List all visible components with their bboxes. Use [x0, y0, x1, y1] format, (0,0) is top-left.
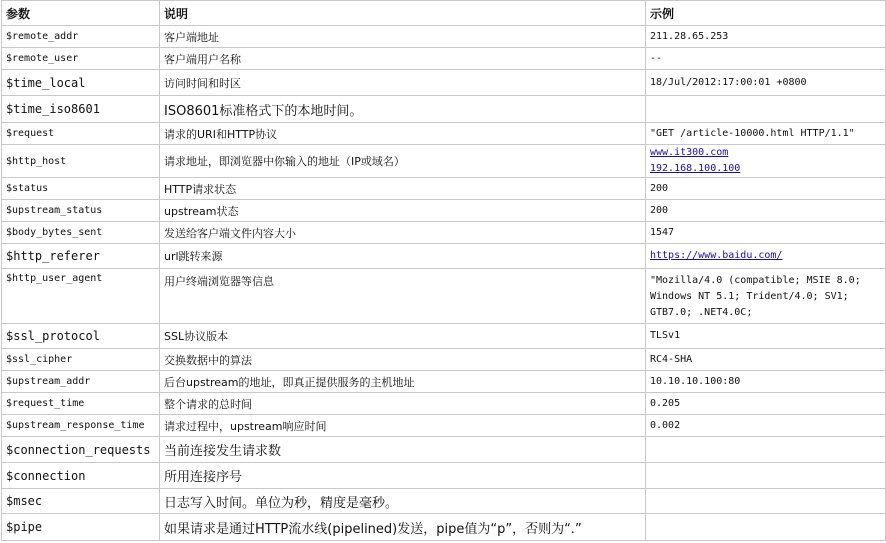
example-cell — [646, 123, 886, 145]
table-row — [2, 222, 886, 244]
desc-cell: 当前连接发生请求数 — [160, 437, 646, 463]
header-example: 示例 — [646, 1, 886, 26]
desc-cell: 请求的URI和HTTP协议 — [160, 123, 646, 145]
example-cell — [646, 371, 886, 393]
example-cell — [646, 349, 886, 371]
table-row — [2, 123, 886, 145]
example-link[interactable]: https://www.baidu.com/ — [650, 250, 783, 261]
example-cell — [646, 514, 886, 541]
table-row — [2, 70, 886, 96]
param-cell: $body_bytes_sent — [2, 222, 160, 244]
example-text: 18/Jul/2012:17:00:01 +0800 — [650, 76, 807, 88]
example-text: 211.28.65.253 — [650, 30, 729, 42]
example-link[interactable]: 192.168.100.100 — [650, 163, 741, 174]
table-row — [2, 415, 886, 437]
example-text: RC4-SHA — [650, 353, 693, 365]
param-cell: $upstream_addr — [2, 371, 160, 393]
desc-cell: 访问时间和时区 — [160, 70, 646, 96]
example-cell — [646, 222, 886, 244]
table-row — [2, 463, 886, 489]
desc-cell: 客户端地址 — [160, 26, 646, 48]
desc-cell: 整个请求的总时间 — [160, 393, 646, 415]
desc-cell: 所用连接序号 — [160, 463, 646, 489]
desc-cell: 后台upstream的地址，即真正提供服务的主机地址 — [160, 371, 646, 393]
param-cell: $pipe — [2, 514, 160, 541]
param-cell: $http_user_agent — [2, 269, 160, 324]
example-cell — [646, 96, 886, 123]
table-row — [2, 48, 886, 70]
param-cell: $upstream_status — [2, 200, 160, 222]
desc-cell: 请求过程中，upstream响应时间 — [160, 415, 646, 437]
nginx-log-variables-table — [1, 0, 886, 541]
param-cell: $ssl_protocol — [2, 324, 160, 349]
table-row — [2, 514, 886, 541]
desc-cell: 客户端用户名称 — [160, 48, 646, 70]
param-cell: $remote_user — [2, 48, 160, 70]
example-cell — [646, 70, 886, 96]
desc-cell: 交换数据中的算法 — [160, 349, 646, 371]
param-cell: $time_local — [2, 70, 160, 96]
example-cell — [646, 463, 886, 489]
param-cell: $http_referer — [2, 244, 160, 269]
desc-cell: 如果请求是通过HTTP流水线(pipelined)发送，pipe值为“p”，否则为“.” — [160, 514, 646, 541]
param-cell: $msec — [2, 489, 160, 514]
desc-cell: ISO8601标准格式下的本地时间。 — [160, 96, 646, 123]
param-cell: $status — [2, 178, 160, 200]
desc-cell: SSL协议版本 — [160, 324, 646, 349]
desc-cell: url跳转来源 — [160, 244, 646, 269]
table-row — [2, 349, 886, 371]
desc-cell: 请求地址，即浏览器中你输入的地址（IP或域名） — [160, 145, 646, 178]
table-row — [2, 371, 886, 393]
param-cell: $time_iso8601 — [2, 96, 160, 123]
example-text: -- — [650, 52, 663, 64]
example-cell — [646, 200, 886, 222]
param-cell: $connection_requests — [2, 437, 160, 463]
header-param: 参数 — [2, 1, 160, 26]
example-text: 0.002 — [650, 419, 681, 431]
param-cell: $request — [2, 123, 160, 145]
example-text: Windows NT 5.1; Trident/4.0; SV1; — [650, 291, 849, 302]
table-row — [2, 244, 886, 269]
table-row — [2, 145, 886, 178]
desc-cell: upstream状态 — [160, 200, 646, 222]
table-row — [2, 489, 886, 514]
example-cell — [646, 415, 886, 437]
table-row — [2, 200, 886, 222]
table-row — [2, 96, 886, 123]
example-cell — [646, 324, 886, 349]
table-row — [2, 26, 886, 48]
example-cell — [646, 244, 886, 269]
example-cell — [646, 269, 886, 324]
param-cell: $ssl_cipher — [2, 349, 160, 371]
table-row — [2, 178, 886, 200]
table-row — [2, 269, 886, 324]
header-desc: 说明 — [160, 1, 646, 26]
param-cell: $request_time — [2, 393, 160, 415]
param-cell: $remote_addr — [2, 26, 160, 48]
example-text: 1547 — [650, 226, 675, 238]
example-cell — [646, 145, 886, 178]
table-row — [2, 393, 886, 415]
example-text: "Mozilla/4.0 (compatible; MSIE 8.0; — [650, 275, 861, 286]
param-cell: $http_host — [2, 145, 160, 178]
table-row — [2, 437, 886, 463]
example-cell — [646, 178, 886, 200]
example-cell — [646, 48, 886, 70]
example-text: 200 — [650, 182, 669, 194]
example-link[interactable]: www.it300.com — [650, 147, 729, 158]
example-text: 10.10.10.100:80 — [650, 375, 741, 387]
table-header-row — [2, 1, 886, 26]
param-cell: $upstream_response_time — [2, 415, 160, 437]
table-row — [2, 324, 886, 349]
desc-cell: 日志写入时间。单位为秒，精度是毫秒。 — [160, 489, 646, 514]
example-text: GTB7.0; .NET4.0C; — [650, 307, 753, 318]
desc-cell: HTTP请求状态 — [160, 178, 646, 200]
example-text: "GET /article-10000.html HTTP/1.1" — [650, 127, 855, 139]
example-text: 200 — [650, 204, 669, 216]
example-cell — [646, 437, 886, 463]
example-text: TLSv1 — [650, 330, 681, 341]
desc-cell: 发送给客户端文件内容大小 — [160, 222, 646, 244]
example-cell — [646, 393, 886, 415]
example-cell — [646, 489, 886, 514]
desc-cell: 用户终端浏览器等信息 — [160, 269, 646, 324]
example-text: 0.205 — [650, 397, 681, 409]
param-cell: $connection — [2, 463, 160, 489]
example-cell — [646, 26, 886, 48]
